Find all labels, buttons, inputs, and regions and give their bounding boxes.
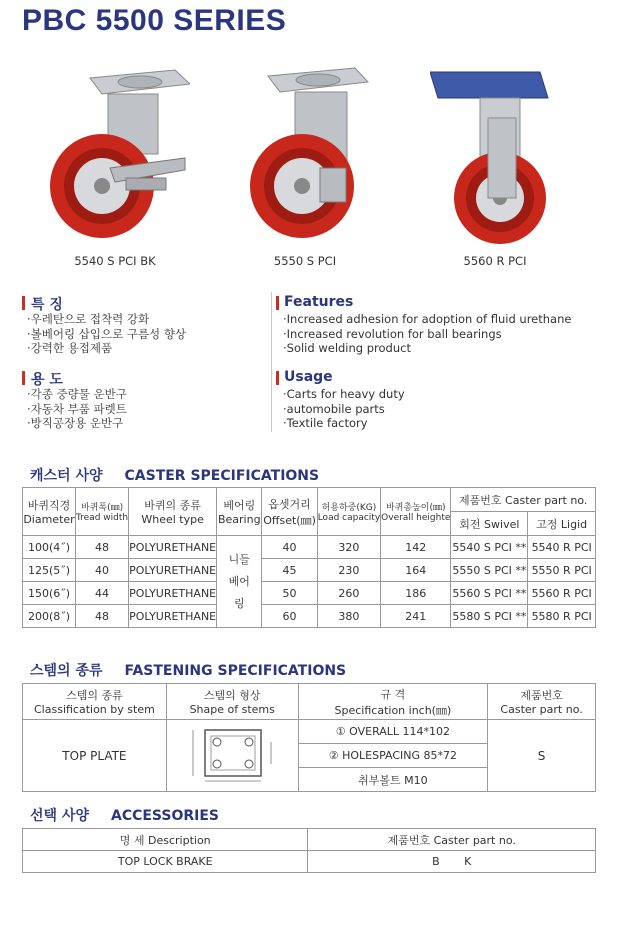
list-item: ·우레탄으로 접착력 강화 (27, 312, 150, 326)
caster-photo-swivel (240, 58, 390, 248)
cell-wheel: POLYURETHANE (129, 559, 217, 582)
heading-en: CASTER SPECIFICATIONS (124, 468, 320, 484)
cell-wheel: POLYURETHANE (129, 605, 217, 628)
product-caption: 5540 S PCI BK (74, 254, 156, 268)
cell-offset: 50 (262, 582, 317, 605)
heading-kr: 스템의 종류 (30, 663, 103, 679)
cell-tread: 48 (75, 536, 128, 559)
header-swivel: 회전 Swivel (451, 512, 528, 536)
usage-en-list (283, 387, 405, 431)
accessories-table (22, 828, 596, 873)
list-item: ·automobile parts (283, 401, 385, 416)
cell-load: 380 (317, 605, 380, 628)
cell-height: 142 (381, 536, 451, 559)
header-shape: 스템의 형상 Shape of stems (166, 684, 298, 720)
product-caption: 5550 S PCI (273, 254, 337, 268)
cell-rigid: 5550 R PCI (528, 559, 596, 582)
cell-tread: 44 (75, 582, 128, 605)
cell-rigid: 5560 R PCI (528, 582, 596, 605)
list-item: ·Solid welding product (283, 341, 411, 355)
page-title: PBC 5500 SERIES (22, 4, 287, 37)
list-item: ·강력한 용접제품 (27, 341, 113, 355)
cell-height: 241 (381, 605, 451, 628)
section-marker (276, 296, 279, 310)
section-marker (276, 371, 279, 385)
table-row (23, 559, 596, 582)
list-item: ·Textile factory (283, 416, 368, 430)
cell-swivel: 5580 S PCI ** (451, 605, 528, 628)
features-kr-heading: 특 징 (31, 297, 63, 313)
cell-offset: 45 (262, 559, 317, 582)
cell-diameter: 125(5˝) (23, 559, 76, 582)
features-en-list (283, 312, 571, 356)
cell-stem-shape (166, 720, 298, 792)
header-height: 바퀴총높이(㎜) Overall heighte (381, 488, 451, 536)
table-row (23, 582, 596, 605)
cell-rigid: 5580 R PCI (528, 605, 596, 628)
cell-bearing: 니들 베어링 (217, 536, 262, 628)
caster-spec-heading (30, 465, 319, 485)
cell-stem-type: TOP PLATE (23, 720, 167, 792)
product-caption: 5560 R PCI (463, 254, 527, 268)
header-bearing: 베어링 Bearing (217, 488, 262, 536)
list-item: ·자동차 부품 파렛트 (27, 401, 127, 416)
list-item: ·Carts for heavy duty (283, 387, 405, 401)
table-row (23, 536, 596, 559)
table-row (23, 605, 596, 628)
heading-kr: 선택 사양 (30, 808, 89, 824)
cell-load: 260 (317, 582, 380, 605)
cell-wheel: POLYURETHANE (129, 582, 217, 605)
header-part: 제품번호 Caster part no. (488, 684, 596, 720)
usage-kr-list (27, 387, 127, 431)
section-marker (22, 296, 25, 310)
usage-en-heading: Usage (284, 369, 333, 385)
usage-kr-heading: 용 도 (31, 372, 63, 388)
list-item: ·각종 중량물 운반구 (27, 387, 127, 401)
features-en-heading: Features (284, 294, 354, 310)
header-classification: 스템의 종류 Classification by stem (23, 684, 167, 720)
cell-spec: ① OVERALL 114*102 (298, 720, 488, 744)
cell-offset: 40 (262, 536, 317, 559)
list-item: ·Increased revolution for ball bearings (283, 326, 502, 341)
list-item: ·방직공장용 운반구 (27, 416, 124, 430)
caster-spec-table (22, 487, 596, 628)
caster-photo-brake (40, 58, 190, 248)
cell-swivel: 5560 S PCI ** (451, 582, 528, 605)
table-row (23, 851, 596, 873)
header-load: 허용하중(KG) Load capacity (317, 488, 380, 536)
header-description: 명 세 Description (23, 829, 308, 851)
fastening-heading (30, 660, 346, 680)
cell-swivel: 5550 S PCI ** (451, 559, 528, 582)
accessories-heading (30, 805, 219, 825)
section-divider (271, 292, 272, 432)
caster-photo-rigid (430, 58, 580, 248)
fastening-table (22, 683, 596, 792)
header-caster-part: 제품번호 Caster part no. (308, 829, 596, 851)
header-offset: 옵셋거리 Offset(㎜) (262, 488, 317, 536)
heading-kr: 캐스터 사양 (30, 468, 103, 484)
cell-rigid: 5540 R PCI (528, 536, 596, 559)
cell-fastening-part: S (488, 720, 596, 792)
cell-tread: 48 (75, 605, 128, 628)
cell-diameter: 150(6˝) (23, 582, 76, 605)
cell-load: 320 (317, 536, 380, 559)
cell-spec: ② HOLESPACING 85*72 (298, 744, 488, 768)
cell-diameter: 200(8˝) (23, 605, 76, 628)
cell-tread: 40 (75, 559, 128, 582)
cell-diameter: 100(4˝) (23, 536, 76, 559)
heading-en: FASTENING SPECIFICATIONS (124, 663, 347, 679)
cell-accessory-part: B K (308, 851, 596, 873)
cell-load: 230 (317, 559, 380, 582)
cell-accessory: TOP LOCK BRAKE (23, 851, 308, 873)
cell-height: 186 (381, 582, 451, 605)
header-partno: 제품번호 Caster part no. (451, 488, 596, 512)
cell-swivel: 5540 S PCI ** (451, 536, 528, 559)
header-wheel: 바퀴의 종류 Wheel type (129, 488, 217, 536)
cell-spec: 취부볼트 M10 (298, 768, 488, 792)
cell-height: 164 (381, 559, 451, 582)
list-item: ·볼베어링 삽입으로 구름성 향상 (27, 326, 187, 341)
header-tread: 바퀴폭(㎜) Tread width (75, 488, 128, 536)
features-kr-list (27, 312, 186, 356)
header-rigid: 고정 Ligid (528, 512, 596, 536)
section-marker (22, 371, 25, 385)
top-plate-diagram-icon (177, 724, 287, 784)
header-diameter: 바퀴직경 Diameter (23, 488, 76, 536)
cell-offset: 60 (262, 605, 317, 628)
header-spec: 규 격 Specification inch(㎜) (298, 684, 488, 720)
list-item: ·Increased adhesion for adoption of fluid urethane (283, 312, 572, 326)
heading-en: ACCESSORIES (110, 808, 220, 824)
cell-wheel: POLYURETHANE (129, 536, 217, 559)
